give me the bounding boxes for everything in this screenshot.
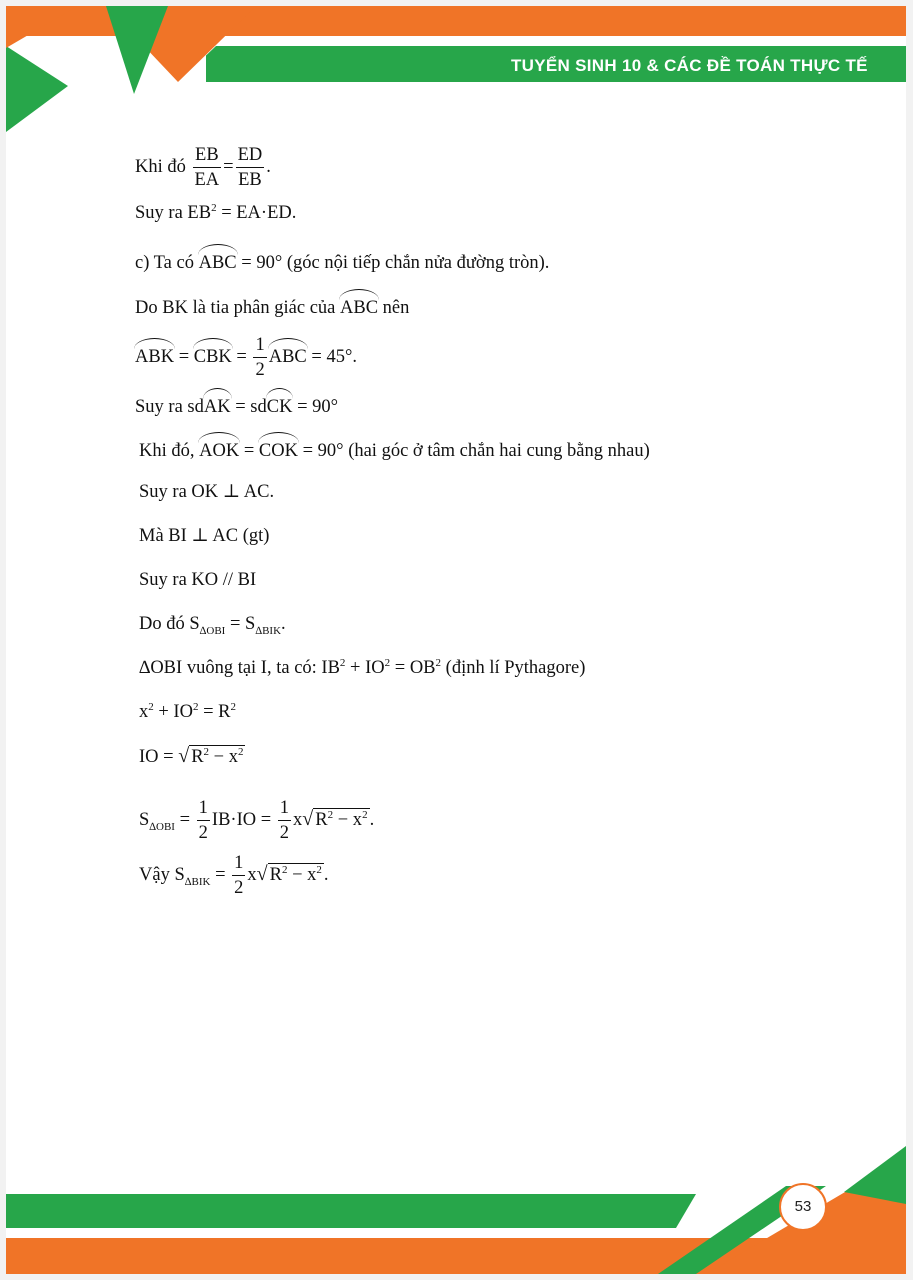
math: IB·IO = (211, 809, 276, 830)
math: BI ⊥ AC (168, 526, 239, 546)
subscript: ∆BIK (255, 625, 282, 637)
math-line-16 (139, 854, 329, 897)
denominator: 2 (255, 359, 265, 380)
numerator: 1 (253, 336, 266, 358)
text: Khi đó (135, 156, 186, 177)
subscript: ∆OBI (149, 820, 175, 833)
denominator: EB (238, 169, 262, 190)
subscript: ∆BIK (184, 875, 211, 888)
note: (hai góc ở tâm chắn hai cung bằng nhau) (348, 441, 650, 461)
text: Khi đó, (139, 441, 195, 461)
math: − x (209, 747, 238, 767)
math-line-7 (139, 434, 650, 462)
header-left-green-tri (6, 46, 68, 132)
exponent: 2 (230, 701, 236, 713)
note: (góc nội tiếp chắn nửa đường tròn). (286, 253, 550, 273)
arc-ak: AK (204, 390, 231, 418)
math-line-2 (135, 202, 296, 224)
math-line-10 (139, 569, 256, 591)
math: OK ⊥ AC. (191, 482, 275, 502)
exponent: 2 (281, 863, 288, 876)
radical-sign: √ (178, 745, 190, 767)
square-root (257, 863, 324, 886)
fraction-one-half (197, 799, 210, 842)
arc-ck: CK (267, 390, 293, 418)
math: − x (333, 809, 363, 830)
numerator: 1 (197, 799, 210, 821)
text: Mà (139, 526, 164, 546)
math-line-9 (139, 525, 269, 547)
fraction-eb-ea (193, 146, 222, 189)
punct: . (323, 864, 329, 885)
subscript: ∆OBI (199, 625, 226, 637)
exponent: 2 (211, 202, 217, 214)
fraction-one-half (253, 336, 266, 379)
note: (gt) (242, 526, 270, 546)
math: x (139, 702, 149, 722)
math-line-12 (139, 657, 585, 679)
math-line-6 (135, 390, 338, 418)
exponent: 2 (203, 746, 210, 758)
denominator: 2 (279, 822, 290, 843)
square-root (302, 808, 369, 831)
math-line-3 (135, 246, 549, 274)
exponent: 2 (362, 808, 368, 821)
angle-aok: AOK (199, 434, 239, 462)
punct: . (369, 809, 375, 830)
text: là tia phân giác của (192, 298, 336, 318)
text: vuông tại I, ta có: (186, 658, 317, 678)
equals: = (174, 809, 195, 830)
math: = 90° (236, 253, 283, 273)
numerator: EB (193, 146, 222, 168)
page (6, 6, 906, 1274)
math: sd (187, 397, 204, 417)
header-title: TUYỂN SINH 10 & CÁC ĐỀ TOÁN THỰC TẾ (511, 56, 868, 75)
equals: = (174, 346, 194, 367)
math: ∆OBI (139, 658, 183, 678)
math: = EA·ED. (216, 203, 297, 223)
page-number: 53 (779, 1183, 827, 1231)
text: Suy ra (135, 397, 183, 417)
math: = S (225, 614, 256, 634)
denominator: 2 (234, 877, 244, 898)
radicand (313, 808, 369, 830)
math: IB (321, 658, 340, 678)
note: (định lí Pythagore) (445, 658, 586, 678)
exponent: 2 (384, 657, 391, 669)
equals: = (231, 346, 252, 367)
math: + IO (153, 702, 193, 722)
equals: = (223, 156, 234, 177)
text: Do (135, 298, 158, 318)
exponent: 2 (237, 746, 244, 758)
math: = OB (390, 658, 436, 678)
text: Vậy (139, 864, 170, 885)
radical-sign: √ (256, 862, 268, 885)
math: R (269, 864, 282, 885)
angle-abk: ABK (135, 340, 174, 368)
math: = 90° (292, 397, 339, 417)
angle-abc: ABC (199, 246, 237, 274)
math: + IO (345, 658, 385, 678)
math: EB (187, 203, 212, 223)
text: Do đó (139, 614, 185, 634)
equals: = (210, 864, 231, 885)
footer-green-band (6, 1194, 696, 1228)
math: S (189, 614, 200, 634)
page-decoration (6, 6, 906, 1274)
math: = 90° (297, 441, 344, 461)
math: x (247, 864, 257, 885)
math-line-15 (139, 799, 374, 842)
fraction-ed-eb (236, 146, 265, 189)
equals: = (239, 441, 259, 461)
denominator: 2 (198, 822, 208, 843)
math-line-1 (135, 146, 271, 189)
exponent: 2 (339, 657, 346, 669)
math: KO // BI (191, 570, 257, 590)
text: Suy ra (139, 482, 187, 502)
math: S (139, 809, 150, 830)
math: − x (287, 864, 317, 885)
angle-abc: ABC (340, 291, 378, 319)
denominator: EA (194, 169, 220, 190)
exponent: 2 (435, 657, 442, 669)
math: R (315, 809, 328, 830)
math: x (293, 809, 303, 830)
square-root (178, 745, 245, 768)
punct: . (281, 614, 286, 634)
exponent: 2 (316, 863, 322, 876)
math: IO = (139, 747, 179, 767)
numerator: ED (236, 146, 265, 168)
numerator: 1 (278, 799, 291, 821)
math-line-5 (135, 336, 357, 379)
math-line-14 (139, 745, 245, 768)
fraction-one-half (278, 799, 291, 842)
math: S (174, 864, 185, 885)
text: Suy ra (139, 570, 187, 590)
math-line-4 (135, 291, 409, 319)
math: = 45°. (306, 346, 357, 367)
radical-sign: √ (302, 807, 314, 830)
radicand (189, 745, 245, 767)
math-line-11 (139, 613, 286, 635)
math: BK (162, 298, 188, 318)
numerator: 1 (232, 854, 245, 876)
angle-cbk: CBK (194, 340, 232, 368)
text: c) Ta có (135, 253, 194, 273)
punct: . (266, 156, 271, 177)
text: nên (382, 298, 410, 318)
math-line-13 (139, 701, 236, 723)
exponent: 2 (192, 701, 199, 713)
math: = R (198, 702, 231, 722)
angle-abc: ABC (269, 340, 307, 368)
math: R (191, 747, 204, 767)
exponent: 2 (327, 808, 334, 821)
radicand (268, 863, 324, 885)
exponent: 2 (148, 701, 154, 713)
math-line-8 (139, 481, 274, 503)
angle-cok: COK (259, 434, 298, 462)
text: Suy ra (135, 203, 183, 223)
fraction-one-half (232, 854, 245, 897)
math: = sd (230, 397, 267, 417)
